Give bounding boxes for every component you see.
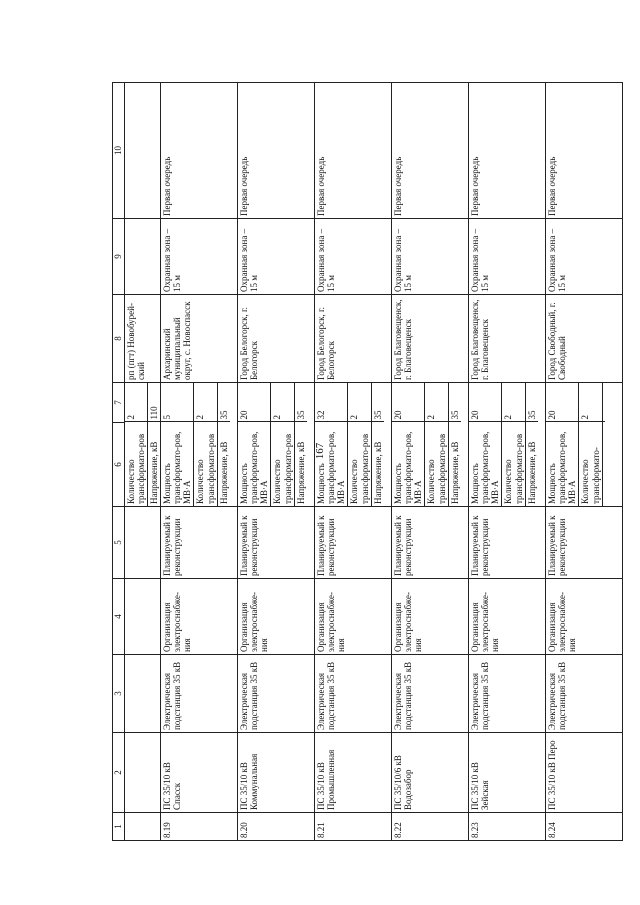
- characteristic-label: Напряжение, кВ: [218, 441, 229, 504]
- characteristic-value: [602, 382, 605, 422]
- protection-zone: Охранная зона – 15 м: [392, 219, 469, 295]
- facility-location: Город Благовещенск, г. Благовещенск: [392, 295, 469, 383]
- characteristic-value: 2: [579, 382, 602, 422]
- table-row: [546, 83, 623, 841]
- row-number: 8.24: [546, 813, 623, 841]
- characteristic-value: 32: [315, 382, 348, 422]
- facility-location: Город Белогорск, г. Белогорск: [238, 295, 315, 383]
- facility-name: ПС 35/10/6 кВ Водозабор: [392, 733, 469, 813]
- protection-zone: Охранная зона – 15 м: [469, 219, 546, 295]
- characteristic-value: 2: [194, 382, 217, 422]
- empty-cell: [125, 219, 161, 295]
- page-number: 167: [314, 442, 326, 460]
- characteristic-label: Количество трансформато-ров: [125, 422, 148, 506]
- characteristic-value: 20: [392, 382, 425, 422]
- facility-location: Город Белогорск, г. Белогорск: [315, 295, 392, 383]
- table-row: [238, 83, 315, 841]
- characteristic-value: 110: [148, 382, 161, 422]
- characteristic-label: Мощность трансформато-ров, МВ·А: [161, 422, 194, 506]
- facility-characteristics: [392, 383, 469, 507]
- characteristic-value: 2: [271, 382, 294, 422]
- facility-name: ПС 35/10 кВ Спасск: [161, 733, 238, 813]
- protection-zone: Охранная зона – 15 м: [315, 219, 392, 295]
- table-row: [315, 83, 392, 841]
- characteristic-label: Напряжение, кВ: [526, 441, 537, 504]
- facility-type: Электрическая подстанция 35 кВ: [238, 655, 315, 733]
- implementation-stage: Первая очередь: [161, 83, 238, 219]
- characteristic-label: Мощность трансформато-ров, МВ·А: [315, 422, 348, 506]
- characteristic-value: 2: [502, 382, 525, 422]
- column-number: 8: [113, 295, 125, 383]
- facility-type: Электрическая подстанция 35 кВ: [161, 655, 238, 733]
- characteristic-value: 20: [238, 382, 271, 422]
- characteristic-label: Количество трансформато-ров: [271, 422, 294, 506]
- table-row: [469, 83, 546, 841]
- row-number: 8.22: [392, 813, 469, 841]
- facility-status: Планируемый к реконструкции: [469, 507, 546, 579]
- facility-characteristics: [161, 383, 238, 507]
- column-number: 3: [113, 655, 125, 733]
- facility-status: Планируемый к реконструкции: [392, 507, 469, 579]
- characteristic-label: Количество трансформато-ров: [425, 422, 448, 506]
- column-number: 9: [113, 219, 125, 295]
- characteristic-value: 2: [348, 382, 371, 422]
- empty-cell: [125, 83, 161, 219]
- facility-status: Планируемый к реконструкции: [315, 507, 392, 579]
- empty-cell: [125, 813, 161, 841]
- protection-zone: Охранная зона – 15 м: [161, 219, 238, 295]
- characteristic-value: 35: [217, 382, 230, 422]
- characteristic-label: Количество трансформато-: [579, 422, 602, 506]
- characteristic-value: 5: [161, 382, 194, 422]
- facility-status: Планируемый к реконструкции: [546, 507, 623, 579]
- facilities-table: [112, 82, 623, 841]
- facility-purpose: Организация электроснабже-ния: [392, 579, 469, 655]
- facility-type: Электрическая подстанция 35 кВ: [546, 655, 623, 733]
- characteristic-value: 35: [448, 382, 461, 422]
- characteristic-label: Напряжение, кВ: [149, 441, 160, 504]
- characteristic-value: 35: [294, 382, 307, 422]
- protection-zone: Охранная зона – 15 м: [238, 219, 315, 295]
- column-number: 1: [113, 813, 125, 841]
- continuation-row: [125, 83, 161, 841]
- facility-purpose: Организация электроснабже-ния: [469, 579, 546, 655]
- implementation-stage: Первая очередь: [238, 83, 315, 219]
- characteristic-label: Количество трансформато-ров: [348, 422, 371, 506]
- implementation-stage: Первая очередь: [469, 83, 546, 219]
- table-row: [161, 83, 238, 841]
- column-number: 5: [113, 507, 125, 579]
- facility-characteristics: [469, 383, 546, 507]
- facility-name: ПС 35/10 кВ Промышленная: [315, 733, 392, 813]
- characteristic-label: Мощность трансформато-ров, МВ·А: [238, 422, 271, 506]
- facility-name: ПС 35/10 кВ Коммунальная: [238, 733, 315, 813]
- column-number-row: [113, 83, 125, 841]
- facility-status: Планируемый к реконструкции: [161, 507, 238, 579]
- column-number: 6: [113, 423, 125, 507]
- facility-purpose: Организация электроснабже-ния: [161, 579, 238, 655]
- characteristic-value: 20: [546, 382, 579, 422]
- facility-name: ПС 35/10 кВ Перо: [546, 733, 623, 813]
- characteristic-value: 35: [371, 382, 384, 422]
- protection-zone: Охранная зона – 15 м: [546, 219, 623, 295]
- row-number: 8.23: [469, 813, 546, 841]
- characteristic-value: 2: [125, 382, 148, 422]
- characteristic-label: Напряжение, кВ: [449, 441, 460, 504]
- location-cell: рп (пгт) Новобурей-ский: [125, 295, 161, 383]
- implementation-stage: Первая очередь: [546, 83, 623, 219]
- facility-characteristics: [315, 383, 392, 507]
- facility-characteristics: [238, 383, 315, 507]
- facility-location: Город Свободный, г. Свободный: [546, 295, 623, 383]
- empty-cell: [125, 579, 161, 655]
- table-row: [392, 83, 469, 841]
- continuation-characteristics: [125, 383, 161, 507]
- implementation-stage: Первая очередь: [392, 83, 469, 219]
- facility-purpose: Организация электроснабже-ния: [238, 579, 315, 655]
- rotated-table-container: [112, 83, 622, 841]
- column-number: 10: [113, 83, 125, 219]
- facility-name: ПС 35/10 кВ Зейская: [469, 733, 546, 813]
- characteristic-label: Количество трансформато-ров: [502, 422, 525, 506]
- facility-characteristics: [546, 383, 623, 507]
- column-number: 7: [113, 383, 125, 423]
- empty-cell: [125, 655, 161, 733]
- facility-location: Город Благовещенск, г. Благовещенск: [469, 295, 546, 383]
- facility-type: Электрическая подстанция 35 кВ: [315, 655, 392, 733]
- characteristic-label: Напряжение, кВ: [295, 441, 306, 504]
- characteristic-label: [602, 422, 605, 506]
- implementation-stage: Первая очередь: [315, 83, 392, 219]
- facility-type: Электрическая подстанция 35 кВ: [392, 655, 469, 733]
- characteristic-value: 2: [425, 382, 448, 422]
- characteristic-label: Напряжение, кВ: [372, 441, 383, 504]
- facility-type: Электрическая подстанция 35 кВ: [469, 655, 546, 733]
- empty-cell: [125, 733, 161, 813]
- facility-purpose: Организация электроснабже-ния: [315, 579, 392, 655]
- facility-purpose: Организация электроснабже-ния: [546, 579, 623, 655]
- facility-location: Архаринский муниципальный округ, с. Новоспасск: [161, 295, 238, 383]
- characteristic-label: Мощность трансформато-ров, МВ·А: [469, 422, 502, 506]
- characteristic-label: Количество трансформато-ров: [194, 422, 217, 506]
- characteristic-value: 35: [525, 382, 538, 422]
- row-number: 8.20: [238, 813, 315, 841]
- facility-status: Планируемый к реконструкции: [238, 507, 315, 579]
- row-number: 8.19: [161, 813, 238, 841]
- column-number: 4: [113, 579, 125, 655]
- row-number: 8.21: [315, 813, 392, 841]
- empty-cell: [125, 507, 161, 579]
- characteristic-value: 20: [469, 382, 502, 422]
- characteristic-label: Мощность трансформато-ров, МВ·А: [546, 422, 579, 506]
- characteristic-label: Мощность трансформато-ров, МВ·А: [392, 422, 425, 506]
- column-number: 2: [113, 733, 125, 813]
